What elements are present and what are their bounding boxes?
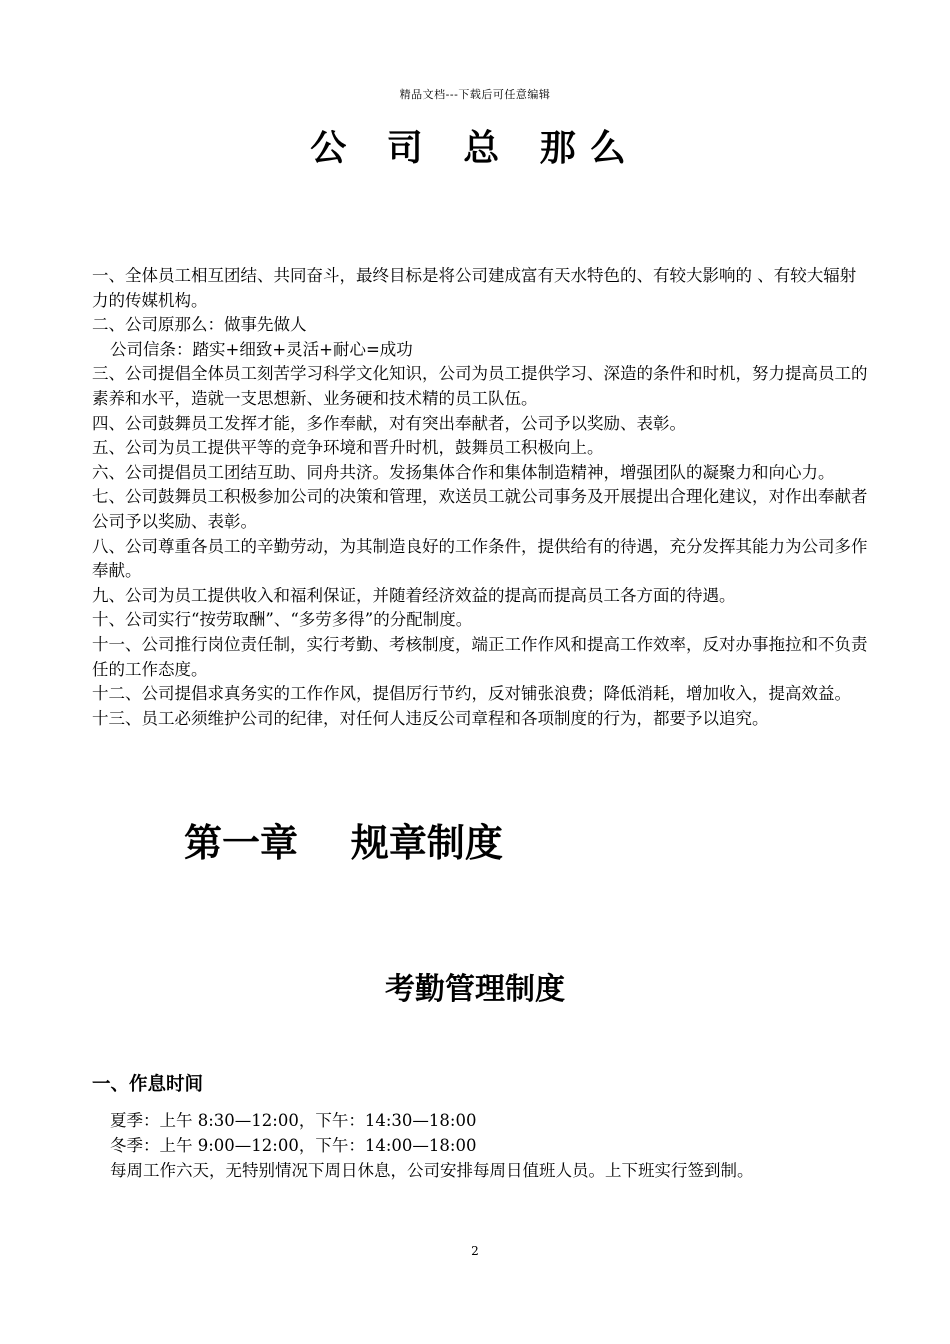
principle-item: 八、公司尊重各员工的辛勤劳动，为其制造良好的工作条件，提供给有的待遇，充分发挥其能力为公司多作奉献。 [92,536,868,581]
chapter-title: 第一章 规章制度 [184,821,503,865]
principle-item: 六、公司提倡员工团结互助、同舟共济。发扬集体合作和集体制造精神，增强团队的凝聚力和向心力。 [92,462,835,482]
page-title: 公 司 总 那么 [310,128,640,169]
principles-list [92,264,872,731]
principle-item: 十一、公司推行岗位责任制，实行考勤、考核制度，端正工作作风和提高工作效率，反对办事拖拉和不负责任的工作态度。 [92,634,868,679]
section-title: 考勤管理制度 [385,972,565,1007]
schedule-line: 每周工作六天，无特别情况下周日休息，公司安排每周日值班人员。上下班实行签到制。 [110,1161,754,1180]
principle-item: 十三、员工必须维护公司的纪律，对任何人违反公司章程和各项制度的行为，都要予以追究。 [92,708,769,728]
schedule-list [110,1108,880,1183]
sub-heading: 一、作息时间 [92,1074,204,1095]
schedule-line: 冬季：上午 9:00—12:00，下午：14:00—18:00 [110,1136,477,1155]
header-note: 精品文档---下载后可任意编辑 [399,88,551,101]
principle-item: 四、公司鼓舞员工发挥才能，多作奉献，对有突出奉献者，公司予以奖励、表彰。 [92,413,686,433]
principle-item: 五、公司为员工提供平等的竞争环境和晋升时机，鼓舞员工积极向上。 [92,438,604,458]
principle-item: 七、公司鼓舞员工积极参加公司的决策和管理，欢送员工就公司事务及开展提出合理化建议，对作出奉献者公司予以奖励、表彰。 [92,487,868,531]
page-number: 2 [471,1244,479,1258]
principle-item: 十、公司实行“按劳取酬”、“多劳多得”的分配制度。 [92,610,473,630]
schedule-line: 夏季：上午 8:30—12:00，下午：14:30—18:00 [110,1111,477,1130]
principle-item: 一、全体员工相互团结、共同奋斗，最终目标是将公司建成富有天水特色的、有较大影响的 、有较大辐射力的传媒机构。 [92,266,857,310]
principle-item: 十二、公司提倡求真务实的工作作风，提倡厉行节约，反对铺张浪费；降低消耗，增加收入，提高效益。 [92,684,851,704]
principle-item: 三、公司提倡全体员工刻苦学习科学文化知识，公司为员工提供学习、深造的条件和时机，努力提高员工的素养和水平，造就一支思想新、业务硬和技术精的员工队伍。 [92,364,868,408]
principle-item: 九、公司为员工提供收入和福利保证，并随着经济效益的提高而提高员工各方面的待遇。 [92,585,736,605]
principle-item: 公司信条：踏实+细致+灵活+耐心=成功 [110,339,413,359]
principle-item: 二、公司原那么：做事先做人 [92,315,307,335]
